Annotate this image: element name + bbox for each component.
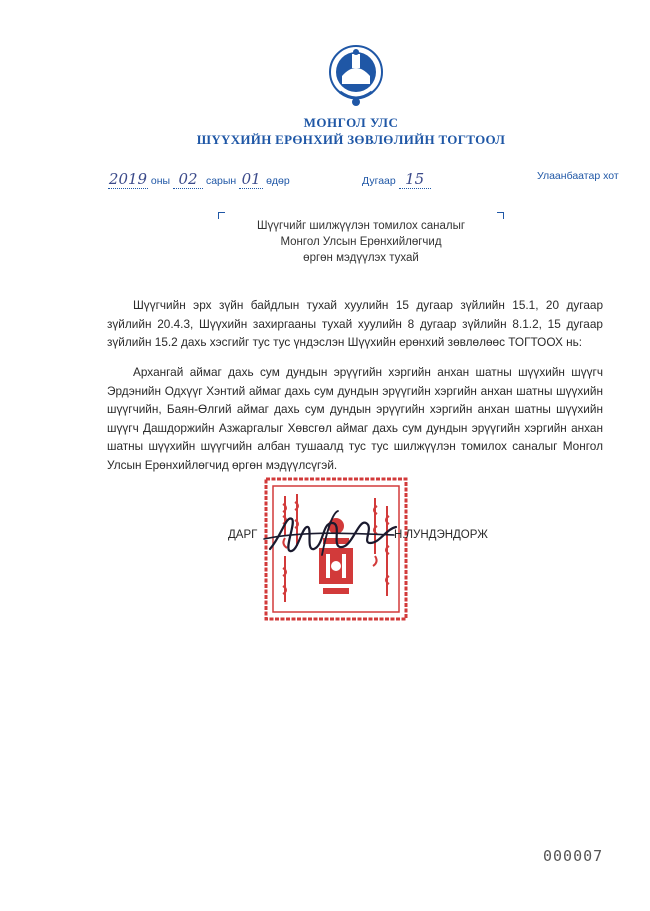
country-name: МОНГОЛ УЛС — [303, 115, 399, 130]
date-month: 02 — [173, 170, 203, 189]
signer-title: ДАРГ — [228, 529, 258, 541]
date-row — [108, 170, 290, 189]
place: Улаанбаатар хот — [537, 170, 619, 182]
subject-bracket-left — [218, 212, 225, 219]
body-paragraph-1: Шүүгчийн эрх зүйн байдлын тухай хуулийн 15 дугаар зүйлийн 15.1, 20 дугаар зүйлийн 20.4.3, Шүүхийн захиргааны тухай хуулийн 8 дугаар зүйлийн 8.1.2, 15 дугаар зүйлийн 15.2 дахь хэсгийг тус тус үндэслэн Шүүхийн ерөнхий зөвлөлөөс ТОГТООХ нь: — [107, 298, 603, 349]
subject-line-3: өргөн мэдүүлэх тухай — [303, 252, 419, 264]
state-emblem-icon — [328, 40, 384, 108]
date-year-suffix: оны — [150, 175, 171, 187]
handwritten-signature-icon — [262, 505, 402, 565]
document-number: 000007 — [543, 847, 604, 865]
subject-line-2: Монгол Улсын Ерөнхийлөгчид — [280, 236, 442, 248]
subject-bracket-right — [497, 212, 504, 219]
signer-name: Н.ЛУНДЭНДОРЖ — [394, 529, 488, 541]
date-month-suffix: сарын — [205, 175, 237, 187]
body-paragraph-2: Архангай аймаг дахь сум дундын эрүүгийн хэргийн анхан шатны шүүхийн шүүгч Эрдэнийн Одхүүг Хэнтий аймаг дахь сум дундын эрүүгийн хэргийн анхан шатны шүүхийн шүүгчийн, Баян-Өлгий аймаг дахь сум дундын эрүүгийн хэргийн анхан шатны шүүхийн шүүгч Дашдоржийн Азжаргалыг Хөвсгөл аймаг дахь сум дундын эрүүгийн хэргийн анхан шатны шүүхийн шүүгчийн албан тушаалд тус тус шилжүүлэн томилох саналыг Монгол Улсын Ерөнхийлөгчид өргөн мэдүүлсүгэй. — [107, 365, 603, 472]
decree-number: 15 — [399, 170, 431, 189]
number-row — [362, 170, 431, 189]
subject-block — [218, 212, 504, 268]
decree-title: ШҮҮХИЙН ЕРӨНХИЙ ЗӨВЛӨЛИЙН ТОГТООЛ — [196, 132, 506, 147]
subject-line-1: Шүүгчийг шилжүүлэн томилох саналыг — [256, 220, 466, 232]
date-day-suffix: өдөр — [266, 175, 290, 187]
number-label: Дугаар — [362, 175, 396, 187]
date-day: 01 — [239, 170, 263, 189]
date-year: 2019 — [108, 170, 148, 188]
